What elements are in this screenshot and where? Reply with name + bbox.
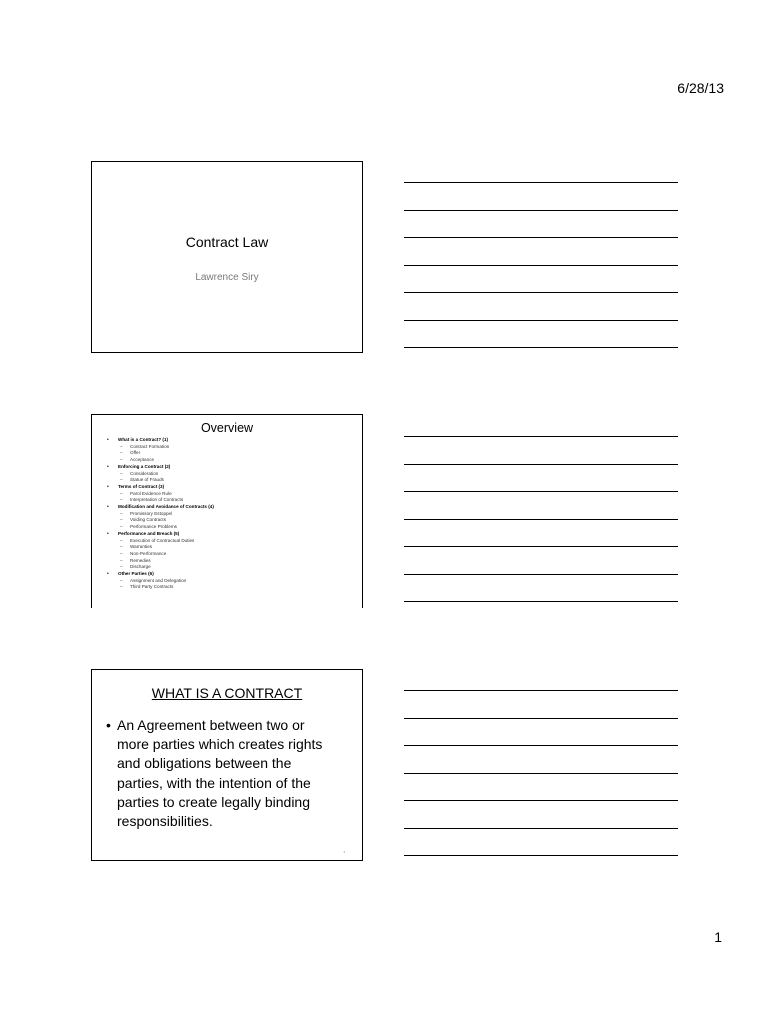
notes-line (404, 210, 678, 211)
outline-subitem: – Interpretation of Contracts (106, 497, 356, 504)
print-date: 6/28/13 (677, 80, 724, 96)
notes-line (404, 546, 678, 547)
notes-line (404, 292, 678, 293)
slide-title: WHAT IS A CONTRACT (151, 685, 303, 701)
notes-line (404, 828, 678, 829)
notes-line (404, 320, 678, 321)
notes-line (404, 855, 678, 856)
outline-subitem: – Execution of Contractual Duties (106, 538, 356, 545)
notes-line (404, 491, 678, 492)
bullet-text-line: and obligations between the (117, 755, 292, 772)
notes-line (404, 237, 678, 238)
slide-title: Contract Law (185, 234, 269, 250)
outline-subitem: – Promissory Estoppel (106, 511, 356, 518)
outline-subitem: – Voiding Contracts (106, 517, 356, 524)
outline-subitem: – Statue of Frauds (106, 477, 356, 484)
outline-subitem: – Acceptance (106, 457, 356, 464)
slide-author: Lawrence Siry (195, 272, 259, 283)
notes-line (404, 464, 678, 465)
slide-title: Overview (200, 421, 254, 435)
bullet-text (106, 716, 344, 831)
outline-subitem: – Warranties (106, 544, 356, 551)
bullet-text-line: parties to create legally binding (117, 793, 311, 810)
outline-subitem: – Remedies (106, 558, 356, 565)
slide-thumbnail-3 (91, 669, 363, 861)
outline-subitem: – Discharge (106, 564, 356, 571)
slide-number: 3 (343, 850, 345, 854)
page-number: 1 (714, 929, 722, 945)
notes-line (404, 773, 678, 774)
outline-section: • Enforcing a Contract (2) (106, 464, 356, 471)
notes-line (404, 601, 678, 602)
outline-section: • Terms of Contract (3) (106, 484, 356, 491)
outline-subitem: – Non-Performance (106, 551, 356, 558)
outline-section: • What is a Contract? (1) (106, 437, 356, 444)
outline-section: • Modification and Avoidance of Contracts (4) (106, 504, 356, 511)
notes-line (404, 182, 678, 183)
bullet-text-line: more parties which creates rights (117, 736, 323, 753)
outline-subitem: – Third Party Contracts (106, 584, 356, 591)
notes-line (404, 574, 678, 575)
outline-section: • Other Parties (6) (106, 571, 356, 578)
outline-section: • Performance and Breach (5) (106, 531, 356, 538)
notes-line (404, 519, 678, 520)
definition-bullet (106, 716, 344, 831)
notes-line (404, 745, 678, 746)
bullet-text-line: parties, with the intention of the (117, 774, 311, 791)
notes-line (404, 265, 678, 266)
notes-line (404, 690, 678, 691)
bullet-text-line: An Agreement between two or (117, 717, 305, 733)
outline-subitem: – Assignment and Delegation (106, 578, 356, 585)
outline-subitem: – Parol Evidence Rule (106, 491, 356, 498)
outline-subitem: – Offer (106, 450, 356, 457)
outline-subitem: – Contract Formation (106, 444, 356, 451)
slide-thumbnail-1 (91, 161, 363, 353)
notes-line (404, 800, 678, 801)
bullet-text-line: responsibilities. (117, 813, 213, 830)
overview-outline (106, 437, 356, 591)
notes-line (404, 718, 678, 719)
bullet-icon: • (106, 717, 111, 733)
notes-line (404, 436, 678, 437)
notes-line (404, 347, 678, 348)
outline-subitem: – Performance Problems (106, 524, 356, 531)
slide-thumbnail-2 (91, 414, 363, 608)
outline-subitem: – Consideration (106, 471, 356, 478)
